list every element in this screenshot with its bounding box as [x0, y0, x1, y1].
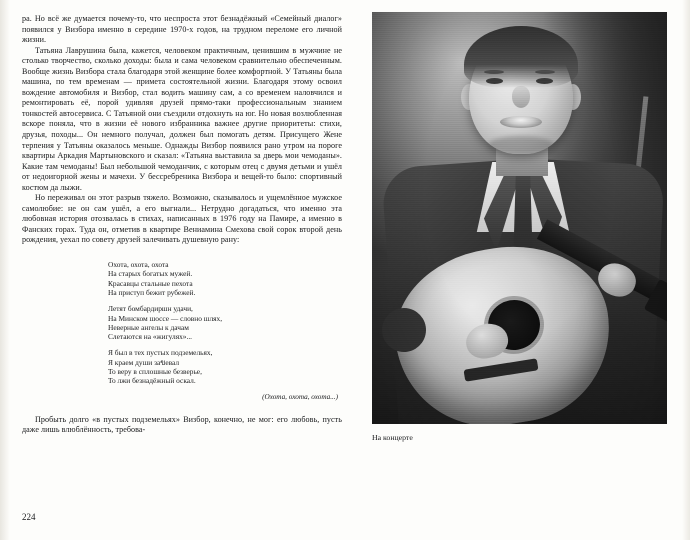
eyebrow-right [535, 70, 555, 74]
poem-line: Неверные ангелы к дачам [108, 322, 189, 332]
poem-line: То лжи безнадёжный оскал. [108, 376, 196, 386]
eye-right [536, 78, 553, 84]
text-column [22, 14, 342, 514]
poem-line: Охота, охота, охота [108, 260, 169, 270]
poem-line: Слетаются на «жигулях»... [108, 332, 193, 342]
poem-stanza [108, 260, 342, 297]
paragraph: Пробыть долго «в пустых подземельях» Визбор, конечно, не мог: его любовь, пусть даже лишь влюблённость, требова- [22, 414, 342, 435]
photo-caption: На концерте [372, 433, 413, 442]
page-number: 224 [22, 512, 36, 522]
paragraph: ра. Но всё же думается почему-то, что неспроста этот безнадёжный «Семейный диалог» появился у Визбора именно в середине 1970-х годов, на трудном переломе его личной жизни. [22, 14, 342, 45]
poem-line: На Минском шоссе — словно шлях, [108, 313, 223, 323]
paragraph: Татьяна Лаврушина была, кажется, человеком практичным, ценившим в мужчине не столько творчество, сколько доходы: была и сама человеком сравнительно обеспеченным. Вообще жизнь Визбора стала благодаря этой женщине более комфортной. У Татьяны была машина, по тем временам — примета состоятельной жизни. Благодаря этому освоил вождение автомобиля и Визбор, стал водить машину сам, а со временем наловчился и ремонтировать её, порой удивляя друзей прямо-таки профессиональным знанием тонкостей автосервиса. С Татьяной они съездили отдохнуть на юг. Но новая возлюбленная вскоре поняла, что в жизни её нового избранника важнее другие приоритеты: стихи, друзья, походы... Он немного получал, должен был помогать детям. Присущего Жене терпения у Татьяны оказалось меньше. Однажды Визбор появился рано утром на пороге квартиры Аркадия Мартыновского и сказал: «Татьяна выставила за дверь мои чемоданы». Какие там чемоданы! Был небольшой чемоданчик, с которым отец с двумя детьми и ушёл от недоигорной жены и мачехи. У бессребреника Визбора и вещей-то было: спортивный костюм да лыжи. [22, 45, 342, 192]
poem-stanza [108, 348, 342, 385]
eyebrow-left [484, 70, 504, 74]
poem-line: Красавцы стальные пехота [108, 278, 193, 288]
poem-stanza [108, 304, 342, 341]
poem-line: Я был в тех пустых подземельях, [108, 348, 213, 358]
poem-line: На приступ бежит рубежей. [108, 287, 196, 297]
photo-block [372, 12, 667, 442]
poem-line: То веру в сплошные безверье, [108, 367, 202, 376]
paragraph: Но переживал он этот разрыв тяжело. Возможно, сказывалось и ущемлённое мужское самолюбие: не он сам ушёл, а его выгнали... Нетрудно догадаться, что именно эта любовная история отозвалась в стихах, написанных в 1976 году на Памире, а именно в Фанских горах. Туда он, отметив в квартире Вениамина Смехова свой сорок второй день рождения, уехал по совету друзей залечивать душевную рану: [22, 193, 342, 245]
poem-line: Я краем души заขевал [108, 357, 180, 367]
eye-left [486, 78, 503, 84]
nose [512, 86, 530, 108]
concert-photo [372, 12, 667, 424]
mouth [500, 116, 542, 128]
poem-line: Летят бомбардиршн удачи, [108, 304, 193, 314]
chin-shadow [488, 136, 554, 154]
poem-line: На старых богатых мужей. [108, 269, 193, 279]
poem-source: (Охота, охота, охота...) [262, 392, 338, 401]
poem [108, 260, 342, 402]
